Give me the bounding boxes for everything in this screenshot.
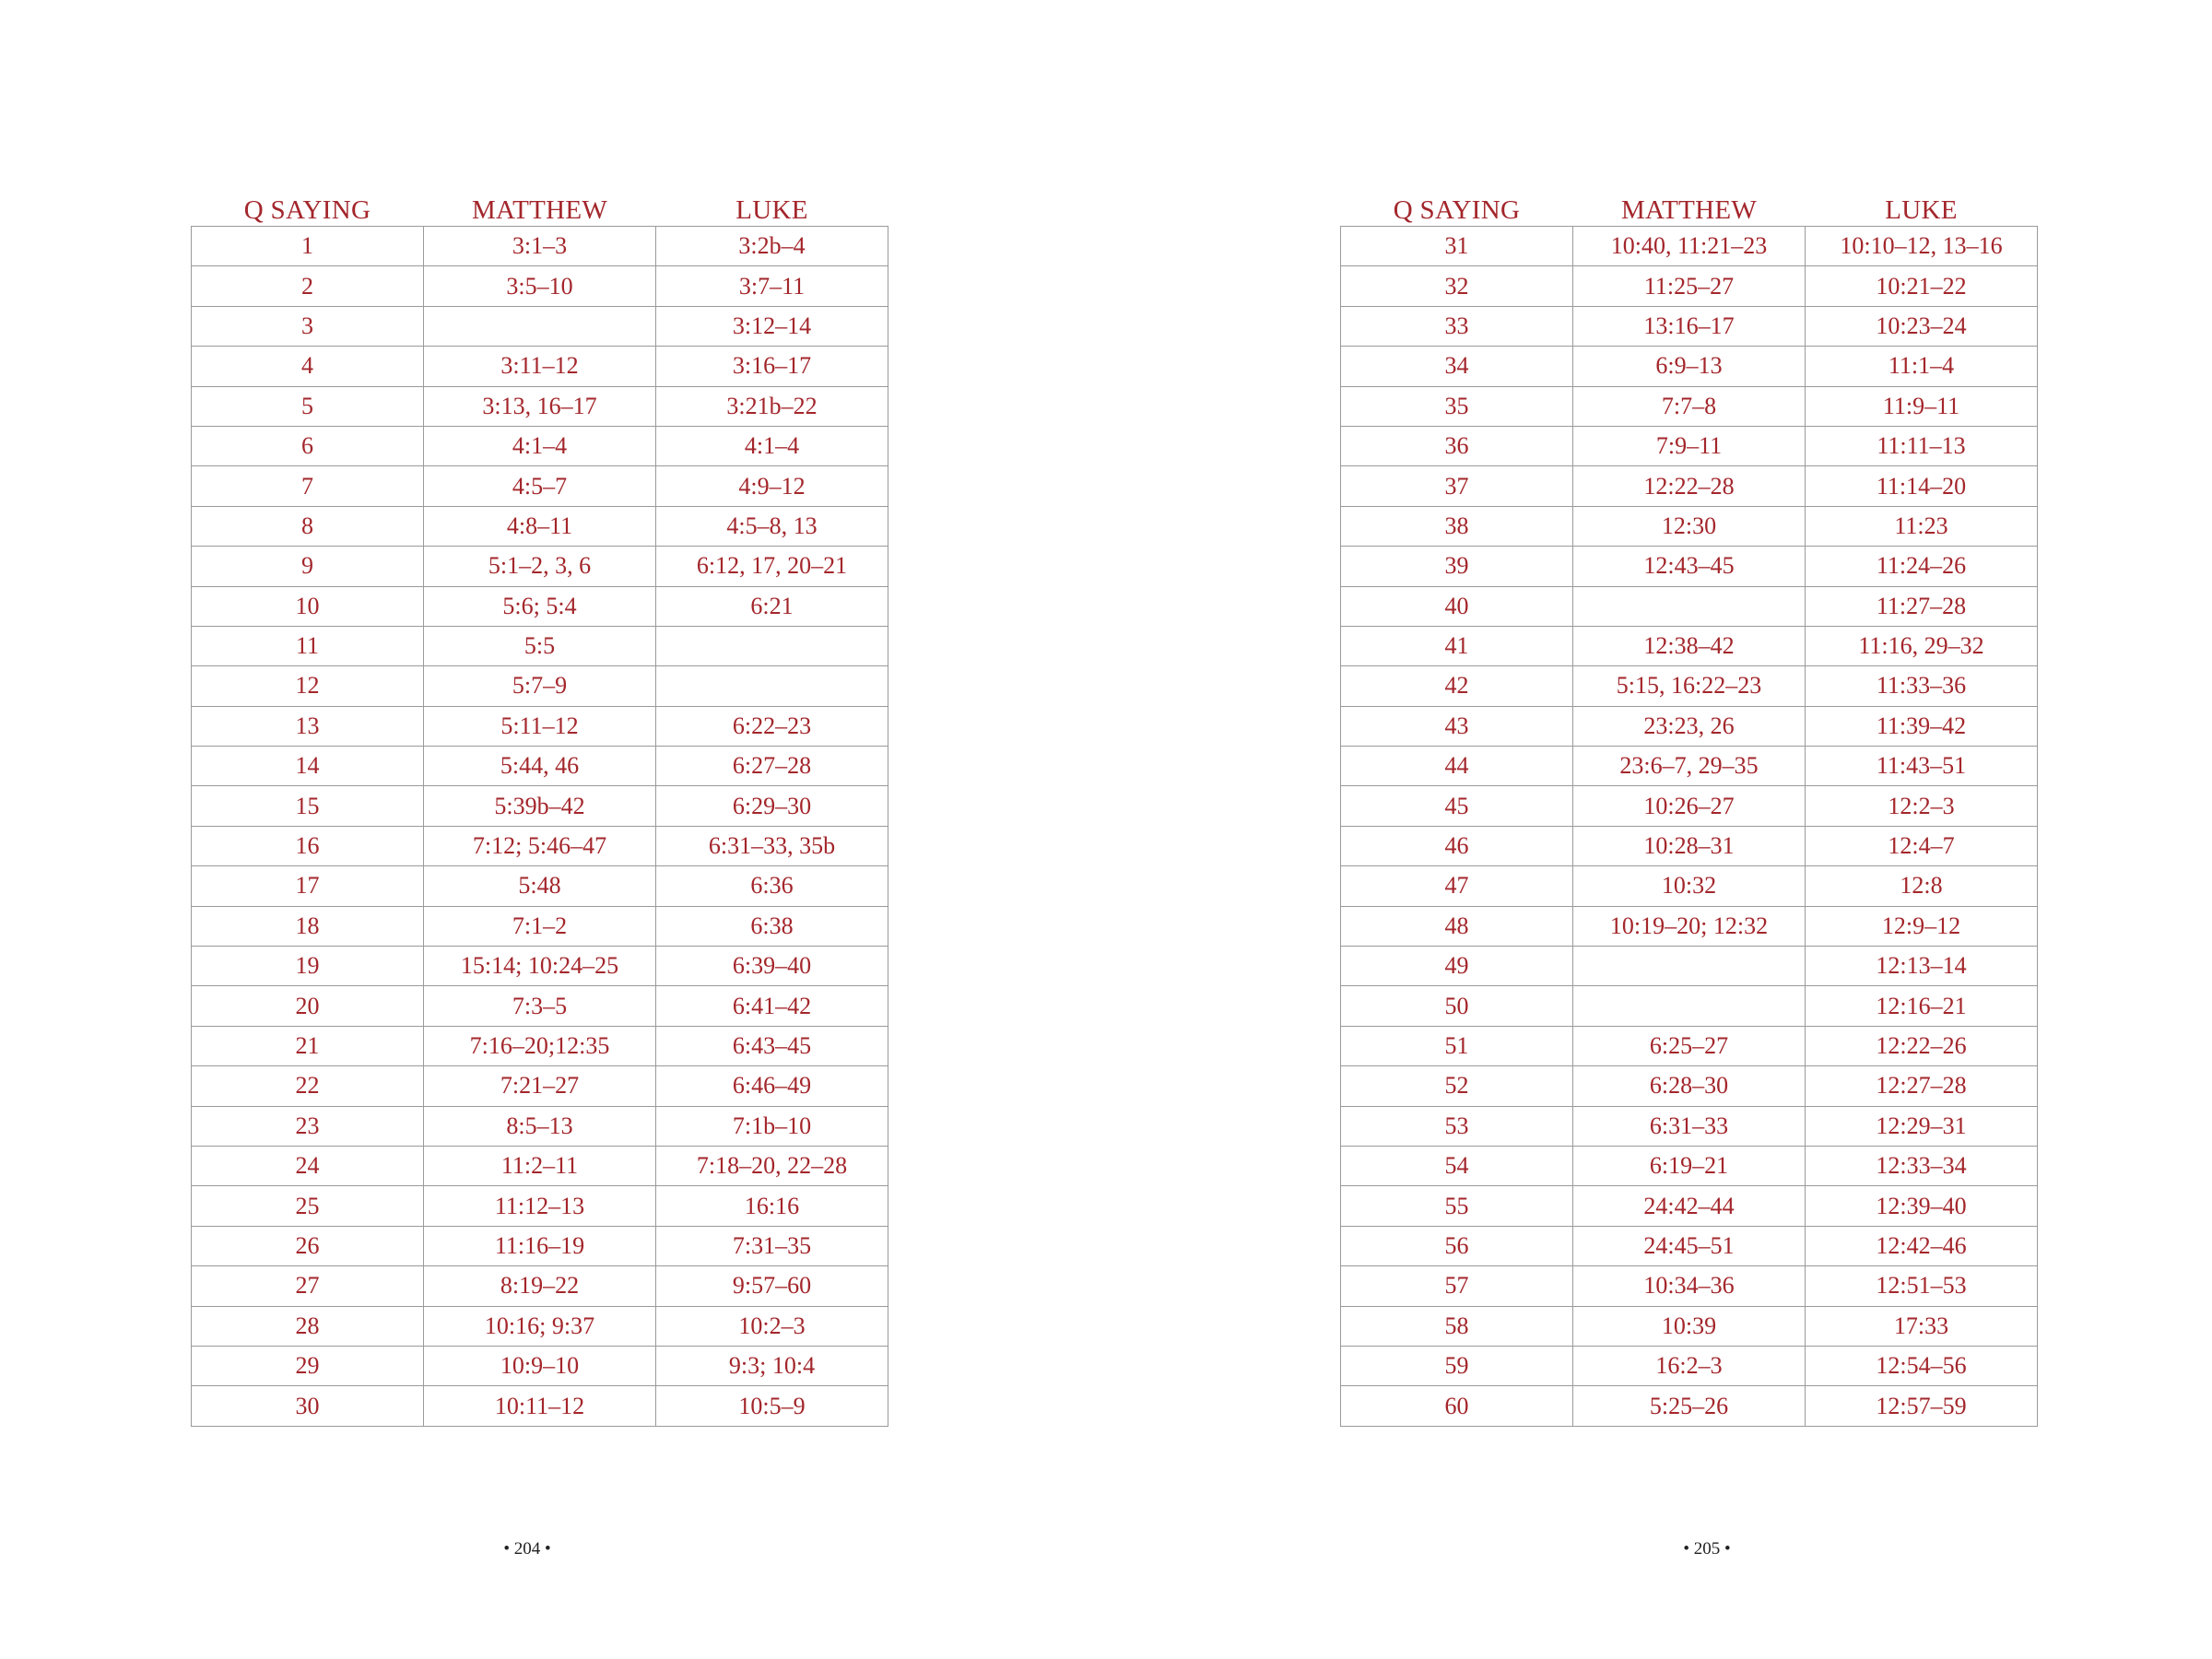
- cell-q-saying: 19: [192, 947, 424, 986]
- cell-matthew: 24:42–44: [1573, 1186, 1806, 1226]
- cell-q-saying: 20: [192, 986, 424, 1026]
- table-row: [192, 1106, 888, 1146]
- cell-q-saying: 16: [192, 826, 424, 865]
- table-row: [192, 666, 888, 706]
- cell-luke: 10:2–3: [656, 1306, 888, 1346]
- cell-luke: 10:23–24: [1806, 306, 2038, 346]
- cell-matthew: 7:1–2: [424, 906, 656, 946]
- cell-matthew: 12:22–28: [1573, 466, 1806, 506]
- cell-q-saying: 12: [192, 666, 424, 706]
- cell-luke: 10:10–12, 13–16: [1806, 227, 2038, 266]
- cell-matthew: 11:25–27: [1573, 266, 1806, 306]
- cell-luke: 6:43–45: [656, 1026, 888, 1065]
- cell-luke: 4:1–4: [656, 426, 888, 465]
- cell-matthew: 10:11–12: [424, 1386, 656, 1426]
- cell-matthew: 10:28–31: [1573, 826, 1806, 865]
- cell-matthew: 7:16–20;12:35: [424, 1026, 656, 1065]
- cell-luke: 11:27–28: [1806, 586, 2038, 626]
- cell-luke: 6:31–33, 35b: [656, 826, 888, 865]
- cell-q-saying: 36: [1341, 426, 1573, 465]
- cell-q-saying: 32: [1341, 266, 1573, 306]
- cell-matthew: 10:34–36: [1573, 1266, 1806, 1306]
- cell-luke: 12:27–28: [1806, 1066, 2038, 1106]
- cell-luke: 7:1b–10: [656, 1106, 888, 1146]
- cell-matthew: 13:16–17: [1573, 306, 1806, 346]
- table-row: [192, 227, 888, 266]
- cell-luke: 9:3; 10:4: [656, 1346, 888, 1385]
- cell-matthew: 16:2–3: [1573, 1346, 1806, 1385]
- header-q-saying: Q SAYING: [243, 195, 371, 225]
- cell-q-saying: 41: [1341, 626, 1573, 665]
- header-luke: LUKE: [1885, 195, 1958, 225]
- cell-luke: 6:29–30: [656, 786, 888, 826]
- cell-luke: 4:5–8, 13: [656, 506, 888, 546]
- cell-matthew: 5:48: [424, 866, 656, 906]
- cell-luke: 9:57–60: [656, 1266, 888, 1306]
- table-row: [1341, 1066, 2038, 1106]
- table-row: [1341, 586, 2038, 626]
- cell-matthew: 6:9–13: [1573, 347, 1806, 386]
- right-page: [1106, 0, 2212, 1659]
- table-row: [192, 626, 888, 665]
- cell-matthew: 11:2–11: [424, 1146, 656, 1185]
- cell-luke: 12:2–3: [1806, 786, 2038, 826]
- cell-q-saying: 15: [192, 786, 424, 826]
- cell-luke: 3:12–14: [656, 306, 888, 346]
- table-row: [1341, 1146, 2038, 1185]
- cell-matthew: 10:16; 9:37: [424, 1306, 656, 1346]
- cell-q-saying: 55: [1341, 1186, 1573, 1226]
- cell-matthew: [1573, 986, 1806, 1026]
- cell-q-saying: 59: [1341, 1346, 1573, 1385]
- cell-q-saying: 18: [192, 906, 424, 946]
- table-row: [1341, 906, 2038, 946]
- cell-q-saying: 4: [192, 347, 424, 386]
- cell-luke: 10:5–9: [656, 1386, 888, 1426]
- cell-matthew: 23:23, 26: [1573, 706, 1806, 746]
- cell-matthew: 12:43–45: [1573, 547, 1806, 586]
- cell-matthew: 3:5–10: [424, 266, 656, 306]
- cell-matthew: 6:19–21: [1573, 1146, 1806, 1185]
- cell-matthew: [1573, 947, 1806, 986]
- cell-q-saying: 54: [1341, 1146, 1573, 1185]
- cell-luke: 6:46–49: [656, 1066, 888, 1106]
- cell-luke: 3:7–11: [656, 266, 888, 306]
- table-row: [1341, 227, 2038, 266]
- cell-luke: 17:33: [1806, 1306, 2038, 1346]
- table-row: [192, 1146, 888, 1185]
- cell-luke: 12:4–7: [1806, 826, 2038, 865]
- table-row: [1341, 426, 2038, 465]
- table-row: [192, 547, 888, 586]
- cell-luke: 6:27–28: [656, 747, 888, 786]
- table-row: [1341, 1306, 2038, 1346]
- table-row: [192, 1306, 888, 1346]
- cell-matthew: 12:38–42: [1573, 626, 1806, 665]
- table-row: [1341, 666, 2038, 706]
- cell-luke: 11:24–26: [1806, 547, 2038, 586]
- table-row: [192, 386, 888, 426]
- cell-matthew: 5:1–2, 3, 6: [424, 547, 656, 586]
- cell-luke: 12:57–59: [1806, 1386, 2038, 1426]
- header-luke: LUKE: [735, 195, 808, 225]
- cell-q-saying: 31: [1341, 227, 1573, 266]
- cell-q-saying: 37: [1341, 466, 1573, 506]
- cell-matthew: 10:26–27: [1573, 786, 1806, 826]
- table-body: [1341, 227, 2038, 1427]
- cell-matthew: 24:45–51: [1573, 1226, 1806, 1265]
- table-row: [192, 947, 888, 986]
- table-row: [192, 866, 888, 906]
- table-row: [192, 347, 888, 386]
- cell-q-saying: 34: [1341, 347, 1573, 386]
- cell-q-saying: 10: [192, 586, 424, 626]
- table-row: [1341, 866, 2038, 906]
- page-number: • 204 •: [503, 1539, 551, 1559]
- table-row: [192, 426, 888, 465]
- cell-q-saying: 8: [192, 506, 424, 546]
- cell-matthew: 10:19–20; 12:32: [1573, 906, 1806, 946]
- table-row: [1341, 826, 2038, 865]
- cell-luke: 12:22–26: [1806, 1026, 2038, 1065]
- cell-q-saying: 33: [1341, 306, 1573, 346]
- cell-matthew: 6:31–33: [1573, 1106, 1806, 1146]
- cell-luke: 7:18–20, 22–28: [656, 1146, 888, 1185]
- cell-luke: 6:12, 17, 20–21: [656, 547, 888, 586]
- cell-matthew: 5:25–26: [1573, 1386, 1806, 1426]
- header-matthew: MATTHEW: [471, 195, 608, 225]
- table-row: [192, 1226, 888, 1265]
- cell-q-saying: 9: [192, 547, 424, 586]
- cell-q-saying: 22: [192, 1066, 424, 1106]
- cell-q-saying: 38: [1341, 506, 1573, 546]
- cell-matthew: 10:32: [1573, 866, 1806, 906]
- cell-luke: 11:1–4: [1806, 347, 2038, 386]
- cell-q-saying: 1: [192, 227, 424, 266]
- cell-q-saying: 44: [1341, 747, 1573, 786]
- table-row: [192, 506, 888, 546]
- table-row: [192, 747, 888, 786]
- cell-q-saying: 3: [192, 306, 424, 346]
- table-row: [192, 1186, 888, 1226]
- cell-q-saying: 7: [192, 466, 424, 506]
- table-row: [192, 1066, 888, 1106]
- table-row: [192, 306, 888, 346]
- cell-luke: 12:29–31: [1806, 1106, 2038, 1146]
- cell-luke: 12:9–12: [1806, 906, 2038, 946]
- table-row: [192, 826, 888, 865]
- header-q-saying: Q SAYING: [1393, 195, 1521, 225]
- cell-luke: 12:39–40: [1806, 1186, 2038, 1226]
- cell-matthew: 11:16–19: [424, 1226, 656, 1265]
- cell-matthew: 8:19–22: [424, 1266, 656, 1306]
- cell-q-saying: 13: [192, 706, 424, 746]
- cell-q-saying: 30: [192, 1386, 424, 1426]
- table-row: [1341, 1106, 2038, 1146]
- cell-matthew: 6:25–27: [1573, 1026, 1806, 1065]
- cell-luke: [656, 666, 888, 706]
- cell-matthew: 4:5–7: [424, 466, 656, 506]
- table-row: [1341, 386, 2038, 426]
- table-row: [1341, 1026, 2038, 1065]
- cell-luke: 11:39–42: [1806, 706, 2038, 746]
- cell-q-saying: 5: [192, 386, 424, 426]
- cell-q-saying: 27: [192, 1266, 424, 1306]
- cell-q-saying: 26: [192, 1226, 424, 1265]
- cell-luke: 12:51–53: [1806, 1266, 2038, 1306]
- cell-luke: [656, 626, 888, 665]
- cell-matthew: [424, 306, 656, 346]
- table-row: [192, 906, 888, 946]
- cell-q-saying: 57: [1341, 1266, 1573, 1306]
- table-row: [1341, 347, 2038, 386]
- cell-q-saying: 24: [192, 1146, 424, 1185]
- cell-luke: 11:11–13: [1806, 426, 2038, 465]
- cell-q-saying: 21: [192, 1026, 424, 1065]
- cell-matthew: 6:28–30: [1573, 1066, 1806, 1106]
- cell-matthew: 4:1–4: [424, 426, 656, 465]
- cell-matthew: 5:11–12: [424, 706, 656, 746]
- cell-matthew: 10:9–10: [424, 1346, 656, 1385]
- table-row: [1341, 626, 2038, 665]
- cell-luke: 3:16–17: [656, 347, 888, 386]
- cell-q-saying: 53: [1341, 1106, 1573, 1146]
- q-sayings-table-left: [191, 187, 888, 1427]
- cell-matthew: 3:1–3: [424, 227, 656, 266]
- cell-luke: 11:43–51: [1806, 747, 2038, 786]
- cell-q-saying: 45: [1341, 786, 1573, 826]
- cell-q-saying: 40: [1341, 586, 1573, 626]
- cell-matthew: 5:39b–42: [424, 786, 656, 826]
- cell-luke: 3:2b–4: [656, 227, 888, 266]
- cell-luke: 6:41–42: [656, 986, 888, 1026]
- table-row: [192, 586, 888, 626]
- cell-matthew: 5:44, 46: [424, 747, 656, 786]
- cell-luke: 6:22–23: [656, 706, 888, 746]
- cell-luke: 12:16–21: [1806, 986, 2038, 1026]
- cell-matthew: 5:6; 5:4: [424, 586, 656, 626]
- cell-luke: 12:13–14: [1806, 947, 2038, 986]
- cell-luke: 7:31–35: [656, 1226, 888, 1265]
- cell-luke: 11:14–20: [1806, 466, 2038, 506]
- cell-matthew: 8:5–13: [424, 1106, 656, 1146]
- cell-matthew: 3:11–12: [424, 347, 656, 386]
- cell-luke: 12:54–56: [1806, 1346, 2038, 1385]
- table-row: [1341, 266, 2038, 306]
- table-body: [192, 227, 888, 1427]
- cell-luke: 12:8: [1806, 866, 2038, 906]
- cell-matthew: 7:9–11: [1573, 426, 1806, 465]
- table-row: [1341, 547, 2038, 586]
- table-row: [192, 706, 888, 746]
- cell-luke: 6:21: [656, 586, 888, 626]
- cell-luke: 11:33–36: [1806, 666, 2038, 706]
- table-row: [1341, 1226, 2038, 1265]
- cell-luke: 3:21b–22: [656, 386, 888, 426]
- table-row: [1341, 506, 2038, 546]
- cell-luke: 11:9–11: [1806, 386, 2038, 426]
- cell-q-saying: 42: [1341, 666, 1573, 706]
- table-row: [192, 466, 888, 506]
- cell-matthew: 7:3–5: [424, 986, 656, 1026]
- table-row: [1341, 306, 2038, 346]
- cell-matthew: 15:14; 10:24–25: [424, 947, 656, 986]
- table-row: [1341, 706, 2038, 746]
- cell-matthew: 10:39: [1573, 1306, 1806, 1346]
- cell-q-saying: 60: [1341, 1386, 1573, 1426]
- header-matthew: MATTHEW: [1620, 195, 1758, 225]
- cell-q-saying: 14: [192, 747, 424, 786]
- cell-luke: 10:21–22: [1806, 266, 2038, 306]
- cell-q-saying: 11: [192, 626, 424, 665]
- cell-q-saying: 6: [192, 426, 424, 465]
- cell-matthew: 11:12–13: [424, 1186, 656, 1226]
- cell-q-saying: 48: [1341, 906, 1573, 946]
- cell-matthew: 23:6–7, 29–35: [1573, 747, 1806, 786]
- cell-q-saying: 43: [1341, 706, 1573, 746]
- cell-q-saying: 50: [1341, 986, 1573, 1026]
- cell-matthew: 5:15, 16:22–23: [1573, 666, 1806, 706]
- cell-luke: 12:42–46: [1806, 1226, 2038, 1265]
- cell-q-saying: 51: [1341, 1026, 1573, 1065]
- cell-q-saying: 17: [192, 866, 424, 906]
- cell-matthew: [1573, 586, 1806, 626]
- table-row: [192, 266, 888, 306]
- cell-q-saying: 39: [1341, 547, 1573, 586]
- cell-q-saying: 23: [192, 1106, 424, 1146]
- table-row: [1341, 1186, 2038, 1226]
- cell-matthew: 5:5: [424, 626, 656, 665]
- cell-matthew: 7:21–27: [424, 1066, 656, 1106]
- cell-luke: 16:16: [656, 1186, 888, 1226]
- cell-q-saying: 49: [1341, 947, 1573, 986]
- cell-q-saying: 29: [192, 1346, 424, 1385]
- table-row: [1341, 1346, 2038, 1385]
- header-row: [192, 187, 888, 227]
- cell-luke: 6:39–40: [656, 947, 888, 986]
- cell-q-saying: 28: [192, 1306, 424, 1346]
- cell-matthew: 4:8–11: [424, 506, 656, 546]
- table-row: [1341, 986, 2038, 1026]
- table-row: [1341, 1266, 2038, 1306]
- table-row: [192, 1266, 888, 1306]
- cell-matthew: 7:12; 5:46–47: [424, 826, 656, 865]
- cell-q-saying: 58: [1341, 1306, 1573, 1346]
- table-row: [192, 1026, 888, 1065]
- header-row: [1341, 187, 2038, 227]
- cell-luke: 11:16, 29–32: [1806, 626, 2038, 665]
- cell-luke: 6:38: [656, 906, 888, 946]
- cell-luke: 4:9–12: [656, 466, 888, 506]
- cell-luke: 6:36: [656, 866, 888, 906]
- cell-q-saying: 56: [1341, 1226, 1573, 1265]
- cell-q-saying: 25: [192, 1186, 424, 1226]
- cell-q-saying: 46: [1341, 826, 1573, 865]
- cell-luke: 11:23: [1806, 506, 2038, 546]
- cell-matthew: 12:30: [1573, 506, 1806, 546]
- q-sayings-table-right: [1340, 187, 2038, 1427]
- table-row: [1341, 466, 2038, 506]
- table-row: [1341, 786, 2038, 826]
- table-row: [1341, 947, 2038, 986]
- table-row: [1341, 1386, 2038, 1426]
- table-row: [192, 986, 888, 1026]
- cell-q-saying: 2: [192, 266, 424, 306]
- cell-matthew: 10:40, 11:21–23: [1573, 227, 1806, 266]
- table-row: [1341, 747, 2038, 786]
- cell-q-saying: 47: [1341, 866, 1573, 906]
- cell-q-saying: 52: [1341, 1066, 1573, 1106]
- cell-q-saying: 35: [1341, 386, 1573, 426]
- cell-matthew: 3:13, 16–17: [424, 386, 656, 426]
- page-number: • 205 •: [1683, 1539, 1731, 1559]
- table-row: [192, 1346, 888, 1385]
- cell-matthew: 7:7–8: [1573, 386, 1806, 426]
- table-row: [192, 1386, 888, 1426]
- cell-matthew: 5:7–9: [424, 666, 656, 706]
- table-row: [192, 786, 888, 826]
- cell-luke: 12:33–34: [1806, 1146, 2038, 1185]
